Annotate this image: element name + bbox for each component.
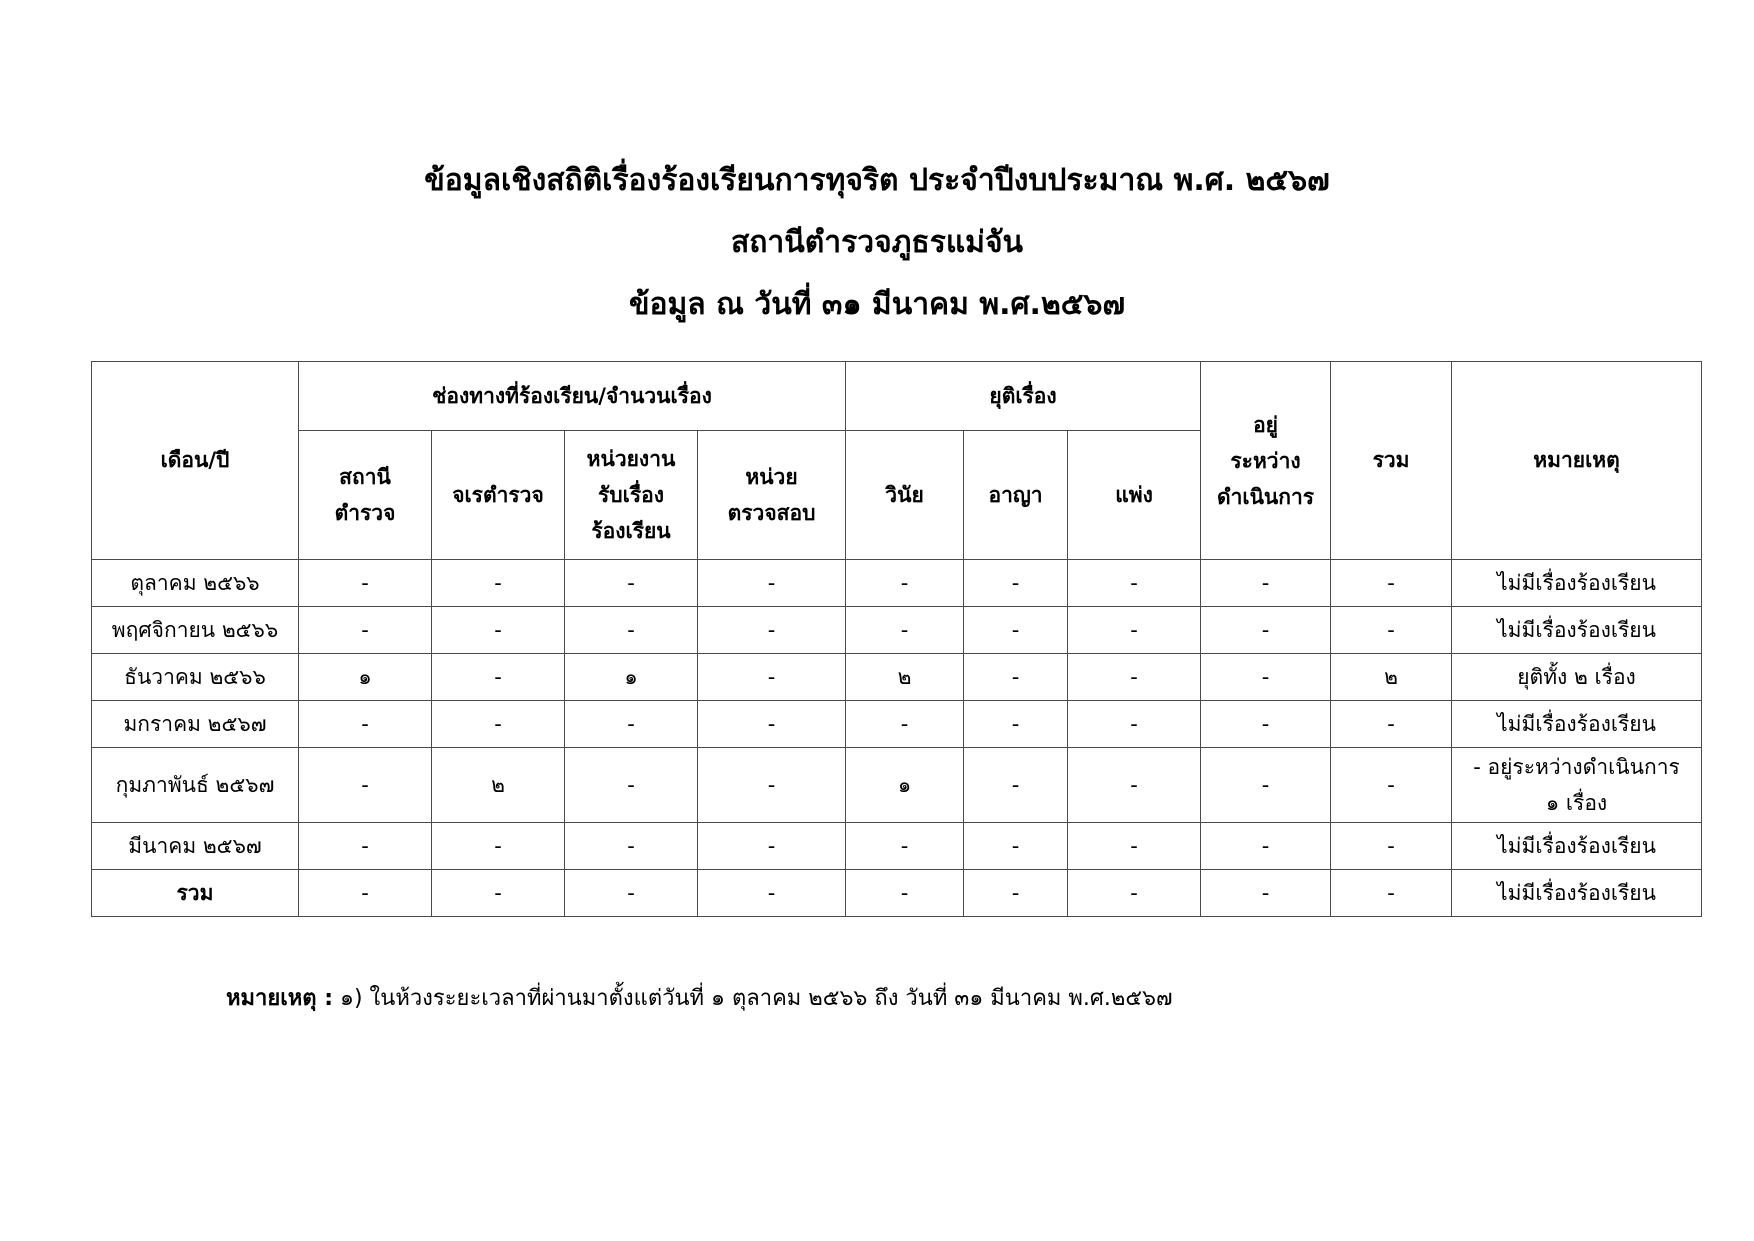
discipline-cell: ๑ bbox=[846, 748, 964, 823]
station-cell: - bbox=[299, 607, 432, 654]
footnote-text: ๑) ในห้วงระยะเวลาที่ผ่านมาตั้งแต่วันที่ ๑ ตุลาคม ๒๕๖๖ ถึง วันที่ ๓๑ มีนาคม พ.ศ.๒๕๖๗ bbox=[333, 986, 1173, 1011]
header-complaint-channels: ช่องทางที่ร้องเรียน/จำนวนเรื่อง bbox=[299, 362, 846, 431]
inspector-cell: - bbox=[432, 823, 565, 870]
discipline-cell: - bbox=[846, 701, 964, 748]
inspector-cell: - bbox=[432, 654, 565, 701]
criminal-cell: - bbox=[964, 748, 1068, 823]
month-cell: กุมภาพันธ์ ๒๕๖๗ bbox=[92, 748, 299, 823]
inspector-cell: - bbox=[432, 560, 565, 607]
total-cell: - bbox=[1331, 560, 1452, 607]
audit-unit-cell: - bbox=[698, 748, 846, 823]
header-receiving-unit: หน่วยงาน รับเรื่อง ร้องเรียน bbox=[565, 431, 698, 560]
in-progress-cell: - bbox=[1201, 654, 1331, 701]
header-in-progress: อยู่ ระหว่าง ดำเนินการ bbox=[1201, 362, 1331, 560]
header-discipline: วินัย bbox=[846, 431, 964, 560]
document-title: ข้อมูลเชิงสถิติเรื่องร้องเรียนการทุจริต ประจำปีงบประมาณ พ.ศ. ๒๕๖๗ bbox=[424, 163, 1330, 198]
total-cell: - bbox=[1331, 607, 1452, 654]
criminal-cell: - bbox=[964, 870, 1068, 917]
receiving-unit-cell: - bbox=[565, 823, 698, 870]
criminal-cell: - bbox=[964, 560, 1068, 607]
receiving-unit-cell: ๑ bbox=[565, 654, 698, 701]
in-progress-cell: - bbox=[1201, 823, 1331, 870]
discipline-cell: - bbox=[846, 823, 964, 870]
inspector-cell: - bbox=[432, 870, 565, 917]
total-cell: - bbox=[1331, 870, 1452, 917]
audit-unit-cell: - bbox=[698, 654, 846, 701]
total-cell: ๒ bbox=[1331, 654, 1452, 701]
header-civil: แพ่ง bbox=[1068, 431, 1201, 560]
station-name: สถานีตำรวจภูธรแม่จัน bbox=[730, 225, 1024, 260]
civil-cell: - bbox=[1068, 654, 1201, 701]
inspector-cell: - bbox=[432, 701, 565, 748]
note-cell: ไม่มีเรื่องร้องเรียน bbox=[1452, 701, 1702, 748]
table-row bbox=[92, 823, 1702, 870]
civil-cell: - bbox=[1068, 870, 1201, 917]
audit-unit-cell: - bbox=[698, 823, 846, 870]
complaint-statistics-table bbox=[91, 361, 1702, 917]
criminal-cell: - bbox=[964, 823, 1068, 870]
receiving-unit-cell: - bbox=[565, 870, 698, 917]
month-cell: มีนาคม ๒๕๖๗ bbox=[92, 823, 299, 870]
header-note: หมายเหตุ bbox=[1452, 362, 1702, 560]
header-total: รวม bbox=[1331, 362, 1452, 560]
discipline-cell: - bbox=[846, 607, 964, 654]
criminal-cell: - bbox=[964, 654, 1068, 701]
table-row bbox=[92, 607, 1702, 654]
note-cell: ยุติทั้ง ๒ เรื่อง bbox=[1452, 654, 1702, 701]
discipline-cell: ๒ bbox=[846, 654, 964, 701]
criminal-cell: - bbox=[964, 607, 1068, 654]
table-row bbox=[92, 701, 1702, 748]
station-cell: - bbox=[299, 748, 432, 823]
civil-cell: - bbox=[1068, 701, 1201, 748]
receiving-unit-cell: - bbox=[565, 701, 698, 748]
total-cell: - bbox=[1331, 701, 1452, 748]
civil-cell: - bbox=[1068, 823, 1201, 870]
header-criminal: อาญา bbox=[964, 431, 1068, 560]
station-cell: - bbox=[299, 870, 432, 917]
in-progress-cell: - bbox=[1201, 748, 1331, 823]
note-cell: ไม่มีเรื่องร้องเรียน bbox=[1452, 823, 1702, 870]
audit-unit-cell: - bbox=[698, 607, 846, 654]
in-progress-cell: - bbox=[1201, 701, 1331, 748]
data-as-of-date: ข้อมูล ณ วันที่ ๓๑ มีนาคม พ.ศ.๒๕๖๗ bbox=[628, 287, 1126, 322]
in-progress-cell: - bbox=[1201, 870, 1331, 917]
table-row bbox=[92, 560, 1702, 607]
month-cell: ธันวาคม ๒๕๖๖ bbox=[92, 654, 299, 701]
station-cell: - bbox=[299, 560, 432, 607]
footnote-label: หมายเหตุ : bbox=[226, 986, 334, 1011]
discipline-cell: - bbox=[846, 560, 964, 607]
inspector-cell: ๒ bbox=[432, 748, 565, 823]
note-cell: - อยู่ระหว่างดำเนินการ ๑ เรื่อง bbox=[1452, 748, 1702, 823]
civil-cell: - bbox=[1068, 560, 1201, 607]
receiving-unit-cell: - bbox=[565, 560, 698, 607]
document-title-block bbox=[0, 150, 1754, 336]
civil-cell: - bbox=[1068, 607, 1201, 654]
header-concluded: ยุติเรื่อง bbox=[846, 362, 1201, 431]
total-cell: - bbox=[1331, 748, 1452, 823]
audit-unit-cell: - bbox=[698, 870, 846, 917]
station-cell: - bbox=[299, 823, 432, 870]
month-cell: พฤศจิกายน ๒๕๖๖ bbox=[92, 607, 299, 654]
total-label-cell: รวม bbox=[92, 870, 299, 917]
note-cell: ไม่มีเรื่องร้องเรียน bbox=[1452, 560, 1702, 607]
discipline-cell: - bbox=[846, 870, 964, 917]
receiving-unit-cell: - bbox=[565, 748, 698, 823]
total-cell: - bbox=[1331, 823, 1452, 870]
audit-unit-cell: - bbox=[698, 560, 846, 607]
station-cell: - bbox=[299, 701, 432, 748]
table-row bbox=[92, 654, 1702, 701]
header-month: เดือน/ปี bbox=[92, 362, 299, 560]
month-cell: มกราคม ๒๕๖๗ bbox=[92, 701, 299, 748]
header-police-inspector: จเรตำรวจ bbox=[432, 431, 565, 560]
table-total-row bbox=[92, 870, 1702, 917]
receiving-unit-cell: - bbox=[565, 607, 698, 654]
header-police-station: สถานี ตำรวจ bbox=[299, 431, 432, 560]
civil-cell: - bbox=[1068, 748, 1201, 823]
in-progress-cell: - bbox=[1201, 607, 1331, 654]
criminal-cell: - bbox=[964, 701, 1068, 748]
in-progress-cell: - bbox=[1201, 560, 1331, 607]
audit-unit-cell: - bbox=[698, 701, 846, 748]
note-cell: ไม่มีเรื่องร้องเรียน bbox=[1452, 607, 1702, 654]
header-audit-unit: หน่วย ตรวจสอบ bbox=[698, 431, 846, 560]
station-cell: ๑ bbox=[299, 654, 432, 701]
footnote bbox=[226, 980, 1173, 1015]
inspector-cell: - bbox=[432, 607, 565, 654]
month-cell: ตุลาคม ๒๕๖๖ bbox=[92, 560, 299, 607]
note-cell: ไม่มีเรื่องร้องเรียน bbox=[1452, 870, 1702, 917]
table-row bbox=[92, 748, 1702, 823]
